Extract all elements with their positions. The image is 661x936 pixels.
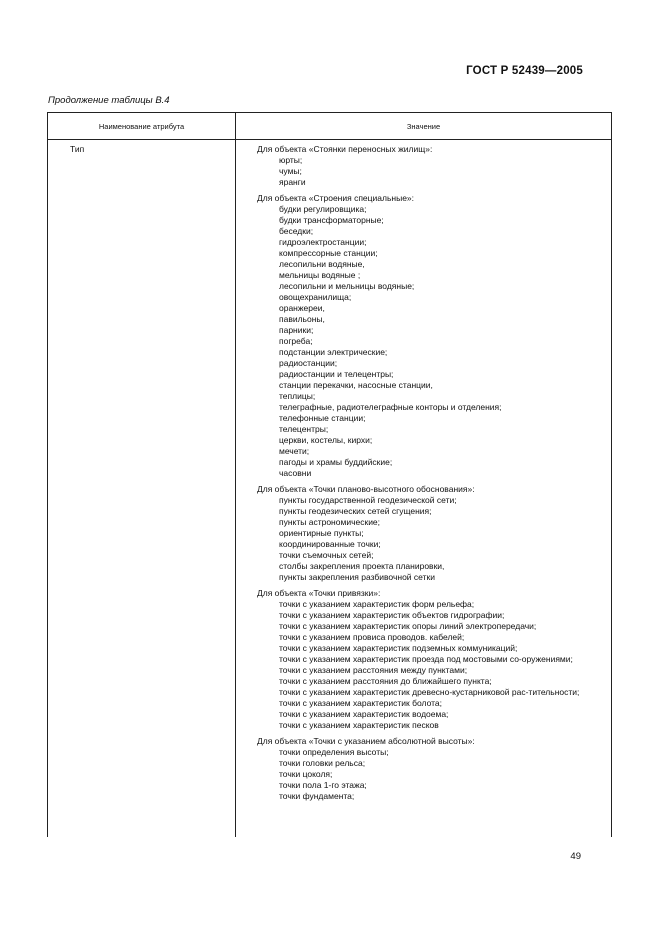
- value-list-item: оранжереи,: [279, 303, 325, 313]
- value-list-item: гидроэлектростанции;: [279, 237, 367, 247]
- value-list-item: пагоды и храмы буддийские;: [279, 457, 393, 467]
- document-standard-code: ГОСТ Р 52439—2005: [466, 65, 583, 77]
- value-list-item: радиостанции;: [279, 358, 338, 368]
- value-list-item: погреба;: [279, 336, 313, 346]
- value-group-title: Для объекта «Точки привязки»:: [257, 588, 381, 598]
- value-list-item: точки головки рельса;: [279, 758, 366, 768]
- value-list-item: юрты;: [279, 155, 303, 165]
- value-list-item: теплицы;: [279, 391, 316, 401]
- value-list-item: точки с указанием характеристик опоры линий электропередачи;: [279, 621, 537, 631]
- table-caption: Продолжение таблицы В.4: [48, 95, 170, 106]
- value-list-item: телеграфные, радиотелеграфные конторы и отделения;: [279, 402, 502, 412]
- value-list-item: пункты астрономические;: [279, 517, 381, 527]
- value-list-item: точки с указанием характеристик песков: [279, 720, 439, 730]
- value-list-item: координированные точки;: [279, 539, 381, 549]
- value-list-item: точки с указанием характеристик водоема;: [279, 709, 449, 719]
- value-list-item: мельницы водяные ;: [279, 270, 361, 280]
- attribute-table: [47, 112, 612, 837]
- column-header-value: Значение: [406, 122, 441, 131]
- value-list-item: точки с указанием характеристик форм рельефа;: [279, 599, 475, 609]
- value-list-item: пункты государственной геодезической сети;: [279, 495, 457, 505]
- value-list-item: точки с указанием характеристик древесно-кустарниковой рас-тительности;: [279, 687, 580, 697]
- value-list-item: парники;: [279, 325, 314, 335]
- value-group-title: Для объекта «Точки с указанием абсолютной высоты»:: [257, 736, 475, 746]
- value-list-item: телецентры;: [279, 424, 329, 434]
- value-list-item: станции перекачки, насосные станции,: [279, 380, 433, 390]
- header-separator: [48, 139, 611, 140]
- value-list-item: церкви, костелы, кирхи;: [279, 435, 373, 445]
- value-list-item: точки с указанием провиса проводов. кабелей;: [279, 632, 465, 642]
- value-list-item: радиостанции и телецентры;: [279, 369, 394, 379]
- value-list-item: пункты закрепления разбивочной сетки: [279, 572, 435, 582]
- value-list-item: мечети;: [279, 446, 310, 456]
- value-list-item: беседки;: [279, 226, 314, 236]
- value-list-item: точки определения высоты;: [279, 747, 389, 757]
- value-list-item: точки с указанием расстояния до ближайшего пункта;: [279, 676, 492, 686]
- attribute-name-cell: Тип: [70, 144, 85, 154]
- value-list-item: точки съемочных сетей;: [279, 550, 374, 560]
- value-group: [257, 588, 607, 731]
- value-cell: [257, 144, 607, 807]
- value-list-item: точки с указанием характеристик болота;: [279, 698, 443, 708]
- value-list-item: точки с указанием характеристик объектов гидрографии;: [279, 610, 505, 620]
- value-list-item: пункты геодезических сетей сгущения;: [279, 506, 432, 516]
- value-list-item: телефонные станции;: [279, 413, 366, 423]
- value-list-item: точки цоколя;: [279, 769, 333, 779]
- value-list-item: часовни: [279, 468, 312, 478]
- column-header-attribute: Наименование атрибута: [98, 122, 185, 131]
- value-list-item: будки трансформаторные;: [279, 215, 384, 225]
- value-list-item: яранги: [279, 177, 306, 187]
- value-list-item: лесопильни и мельницы водяные;: [279, 281, 415, 291]
- value-list-item: овощехранилища;: [279, 292, 352, 302]
- page-number: 49: [570, 851, 581, 862]
- value-list-item: точки фундамента;: [279, 791, 355, 801]
- value-group: [257, 736, 607, 802]
- value-group-title: Для объекта «Точки планово-высотного обоснования»:: [257, 484, 475, 494]
- value-group: [257, 193, 607, 479]
- value-list-item: точки с указанием характеристик подземных коммуникаций;: [279, 643, 518, 653]
- column-divider: [235, 113, 236, 837]
- value-list-item: подстанции электрические;: [279, 347, 388, 357]
- value-group: [257, 144, 607, 188]
- value-group-title: Для объекта «Стоянки переносных жилищ»:: [257, 144, 433, 154]
- value-list-item: чумы;: [279, 166, 302, 176]
- value-list-item: столбы закрепления проекта планировки,: [279, 561, 445, 571]
- value-list-item: точки с указанием характеристик проезда под мостовыми со-оружениями;: [279, 654, 573, 664]
- value-list-item: компрессорные станции;: [279, 248, 378, 258]
- value-list-item: павильоны,: [279, 314, 325, 324]
- value-list-item: будки регулировщика;: [279, 204, 367, 214]
- value-list-item: точки с указанием расстояния между пунктами;: [279, 665, 468, 675]
- value-list-item: точки пола 1-го этажа;: [279, 780, 367, 790]
- value-list-item: ориентирные пункты;: [279, 528, 364, 538]
- value-group-title: Для объекта «Строения специальные»:: [257, 193, 415, 203]
- value-list-item: лесопильни водяные,: [279, 259, 365, 269]
- value-group: [257, 484, 607, 583]
